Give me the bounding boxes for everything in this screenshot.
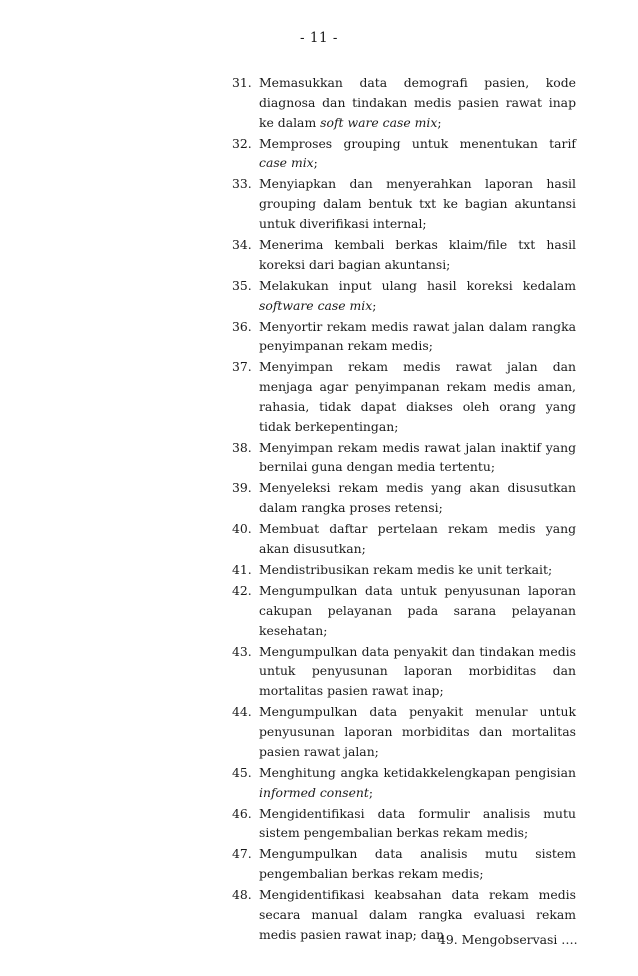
list-item: [232, 276, 576, 316]
list-item-number: 45.: [232, 764, 252, 780]
list-item: [232, 763, 576, 803]
list-item: [232, 702, 576, 761]
list-item-number: 44.: [232, 704, 252, 720]
list-item-text: [259, 278, 576, 313]
list-item-number: 33.: [232, 176, 252, 192]
list-item-text: [259, 765, 576, 800]
list-item-number: 43.: [232, 643, 252, 659]
text-segment: Mengumpulkan data penyakit dan tindakan medis untuk penyusunan laporan morbiditas dan mortalitas pasien rawat inap;: [259, 643, 576, 699]
italic-term: software case mix: [259, 297, 373, 313]
text-segment: Memasukkan data demografi pasien, kode diagnosa dan tindakan medis pasien rawat inap ke dalam: [259, 75, 576, 130]
continuation-catchword: 49. Mengobservasi ….: [438, 932, 578, 947]
text-segment: Mengumpulkan data penyakit menular untuk penyusunan laporan morbiditas dan mortalitas pasien rawat jalan;: [259, 704, 576, 759]
list-item-text: [259, 521, 576, 556]
list-item: [232, 581, 576, 640]
list-item-text: [259, 480, 576, 515]
text-segment: Menyimpan rekam medis rawat jalan dan menjaga agar penyimpanan rekam medis aman, rahasia, tidak dapat diakses oleh orang yang tidak berkepentingan;: [259, 359, 576, 434]
list-item-number: 39.: [232, 480, 252, 496]
text-segment: Menyimpan rekam medis rawat jalan inaktif yang bernilai guna dengan media tertentu;: [259, 439, 576, 475]
list-item: [232, 438, 576, 478]
list-item-number: 47.: [232, 846, 252, 862]
list-item-text: [259, 644, 576, 699]
text-segment: Menghitung angka ketidakkelengkapan pengisian: [259, 764, 576, 780]
text-segment: Menyortir rekam medis rawat jalan dalam rangka penyimpanan rekam medis;: [259, 318, 576, 354]
list-item-number: 42.: [232, 582, 252, 598]
list-item-text: [259, 176, 576, 231]
italic-term: informed consent: [259, 784, 369, 800]
text-segment: ;: [372, 297, 377, 313]
text-segment: Mendistribusikan rekam medis ke unit terkait;: [259, 562, 553, 577]
list-item: [232, 134, 576, 174]
list-item-number: 31.: [232, 75, 252, 90]
list-item: [232, 73, 576, 132]
list-item-number: 38.: [232, 439, 252, 455]
list-item-text: [259, 583, 576, 638]
text-segment: Mengumpulkan data untuk penyusunan laporan cakupan pelayanan pada sarana pelayanan kesehatan;: [259, 582, 576, 638]
list-item-text: [259, 136, 576, 171]
list-item-text: [259, 704, 576, 759]
list-item: [232, 642, 576, 701]
italic-term: case mix: [259, 155, 314, 171]
text-segment: Menerima kembali berkas klaim/file txt hasil koreksi dari bagian akuntansi;: [259, 236, 576, 272]
list-item-number: 37.: [232, 359, 252, 375]
list-item: [232, 357, 576, 436]
list-item: [232, 478, 576, 518]
list-item: [232, 844, 576, 884]
text-segment: ;: [437, 114, 442, 130]
list-item: [232, 174, 576, 233]
list-item: [232, 317, 576, 357]
list-item: [232, 235, 576, 275]
list-item-number: 34.: [232, 236, 252, 252]
text-segment: Mengumpulkan data analisis mutu sistem pengembalian berkas rekam medis;: [259, 846, 576, 882]
text-segment: Membuat daftar pertelaan rekam medis yang akan disusutkan;: [259, 521, 576, 557]
text-segment: Memproses grouping untuk menentukan tarif: [259, 135, 576, 151]
list-item-number: 36.: [232, 318, 252, 334]
list-item-number: 41.: [232, 562, 252, 577]
list-item-text: [259, 440, 576, 475]
list-item-number: 35.: [232, 277, 252, 293]
page-number: - 11 -: [300, 30, 338, 46]
list-item-text: [259, 846, 576, 881]
list-item-text: [259, 562, 552, 577]
text-segment: Mengidentifikasi keabsahan data rekam medis secara manual dalam rangka evaluasi rekam medis pasien rawat inap; dan: [259, 887, 576, 942]
text-segment: Menyiapkan dan menyerahkan laporan hasil grouping dalam bentuk txt ke bagian akuntansi untuk diverifikasi internal;: [259, 176, 576, 231]
text-segment: Menyeleksi rekam medis yang akan disusutkan dalam rangka proses retensi;: [259, 480, 576, 516]
list-item-text: [259, 359, 576, 433]
list-item-number: 40.: [232, 521, 252, 537]
list-item-text: [259, 75, 576, 130]
text-segment: ;: [313, 155, 318, 171]
list-item-number: 32.: [232, 135, 252, 151]
numbered-task-list: [232, 73, 576, 946]
list-item: [232, 560, 576, 580]
list-item-text: [259, 806, 576, 841]
list-item: [232, 804, 576, 844]
list-item-text: [259, 319, 576, 354]
list-item-number: 48.: [232, 887, 252, 903]
text-segment: ;: [368, 784, 374, 800]
list-item: [232, 519, 576, 559]
list-item-number: 46.: [232, 805, 252, 821]
list-item-text: [259, 237, 576, 272]
text-segment: Mengidentifikasi data formulir analisis mutu sistem pengembalian berkas rekam medis;: [259, 805, 576, 841]
italic-term: soft ware case mix: [320, 114, 438, 130]
text-segment: Melakukan input ulang hasil koreksi kedalam: [259, 277, 576, 293]
